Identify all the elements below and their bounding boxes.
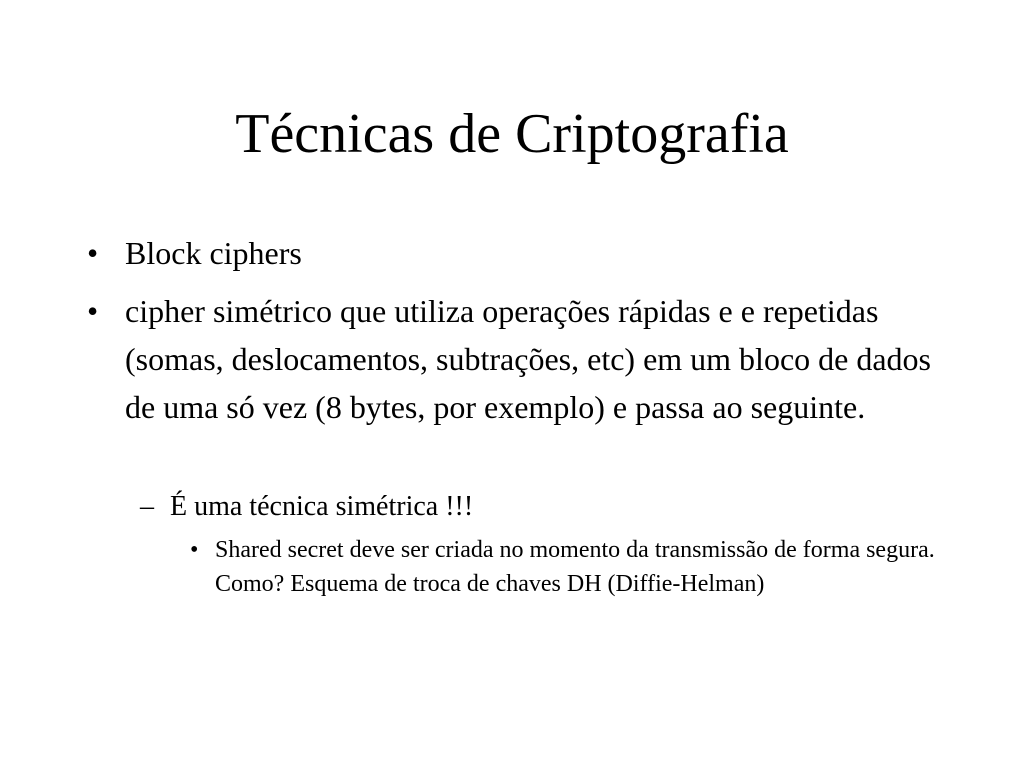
bullet-text: Block ciphers [125,235,302,271]
bullet-item-block-ciphers [87,229,945,277]
sub-item-text: É uma técnica simétrica !!! [170,491,474,522]
bullet-icon: • [87,293,99,329]
sub-sub-item-shared-secret [190,533,945,601]
bullet-icon: • [87,235,99,271]
bullet-icon: • [190,537,199,563]
dash-icon: – [140,491,154,522]
bullet-text: cipher simétrico que utiliza operações rápidas e e repetidas (somas, deslocamentos, subtrações, etc) em um bloco de dados de uma só vez (8 bytes, por exemplo) e passa ao seguinte. [125,293,931,425]
slide-title: Técnicas de Criptografia [235,103,789,165]
bullet-item-cipher-description [87,287,945,431]
sub-sub-item-text: Shared secret deve ser criada no momento da transmissão de forma segura. Como? Esquema de troca de chaves DH (Diffie-Helman) [215,537,935,597]
sub-item-symmetric-technique [140,489,950,525]
